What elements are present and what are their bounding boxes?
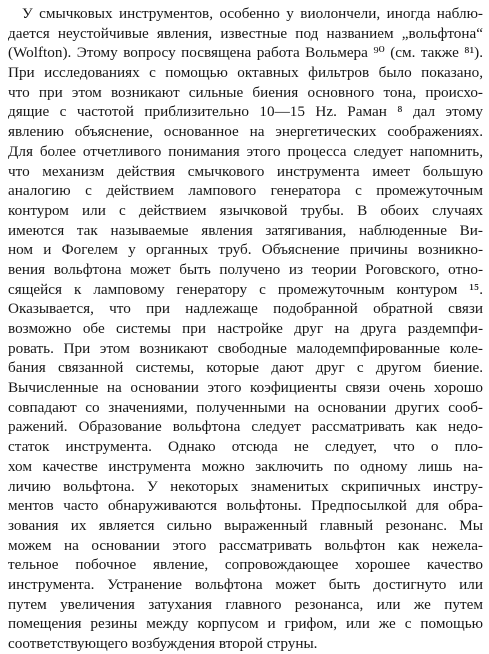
text-line: хом качестве инструмента можно заключить по одному лишь на- <box>8 457 483 475</box>
text-line: инструмента. Устранение вольфтона может быть достигнуто или <box>8 575 483 593</box>
text-line: соответствующего возбуждения второй струны. <box>8 635 318 652</box>
text-line: что при этом возникают сильные биения основного тона, происхо- <box>8 83 483 101</box>
text-line: помещения резины между корпусом и грифом, или же с помощью <box>8 615 483 633</box>
text-line: бания связанной системы, которые дают друг с другом биение. <box>8 359 483 377</box>
text-line: возможно обе системы при настройке друг на друга раздемпфи- <box>8 320 483 337</box>
text-line: личию вольфтона. У некоторых знаменитых скрипичных инстру- <box>8 477 483 495</box>
text-line: ментов часто обнаруживаются вольфтоны. Предпосылкой для обра- <box>8 497 483 515</box>
text-line: Для более отчетливого понимания этого процесса следует напомнить, <box>8 142 483 160</box>
text-line: что механизм действия смычкового инструмента имеет большую <box>8 162 483 180</box>
text-line: Вычисленные на основании этого коэфициенты связи очень хорошо <box>8 379 483 397</box>
text-line: (Wolfton). Этому вопросу посвящена работа Вольмера ⁹⁰ (см. также ⁸¹). <box>8 44 483 62</box>
text-line: ном и Фогелем у органных труб. Объяснение причины возникно- <box>8 241 483 259</box>
text-line: тельное побочное явление, сопровождающее хорошее качество <box>8 556 483 574</box>
text-line: вения вольфтона может быть получено из теории Роговского, отно- <box>8 260 483 278</box>
text-line: У смычковых инструментов, особенно у виолончели, иногда наблю- <box>22 5 483 22</box>
text-line: совпадают со значениями, полученными на основании других сооб- <box>8 398 483 416</box>
text-line: При исследованиях с помощью октавных фильтров было показано, <box>8 64 483 82</box>
document-page <box>8 4 483 654</box>
text-line: путем увеличения затухания главного резонанса, или же путем <box>8 595 483 613</box>
text-line: ражений. Образование вольфтона следует рассматривать как недо- <box>8 418 483 436</box>
text-line: сящейся к ламповому генератору с промежуточным контуром ¹⁵. <box>8 280 483 298</box>
text-line: явлению объяснение, основанное на энергетических соображениях. <box>8 123 483 141</box>
text-line: можем на основании этого рассматривать вольфтон как нежела- <box>8 536 483 554</box>
text-line: контуром или с действием язычковой трубы. В обоих случаях <box>8 201 483 219</box>
text-line: аналогию с действием лампового генератора с промежуточным <box>8 182 483 200</box>
text-line: дается неустойчивые явления, известные под названием „вольфтона“ <box>8 24 483 42</box>
text-line: имеются так называемые явления затягивания, наблюденные Ви- <box>8 221 483 239</box>
text-line: дящие с частотой приблизительно 10—15 Hz. Раман ⁸ дал этому <box>8 103 483 121</box>
text-line: ровать. При этом возникают свободные малодемпфированные коле- <box>8 339 483 357</box>
text-line: статок инструмента. Однако отсюда не следует, что о пло- <box>8 438 483 456</box>
text-line: зования их является сильно выраженный главный резонанс. Мы <box>8 516 483 534</box>
text-line: Оказывается, что при надлежаще подобранной обратной связи <box>8 300 483 318</box>
